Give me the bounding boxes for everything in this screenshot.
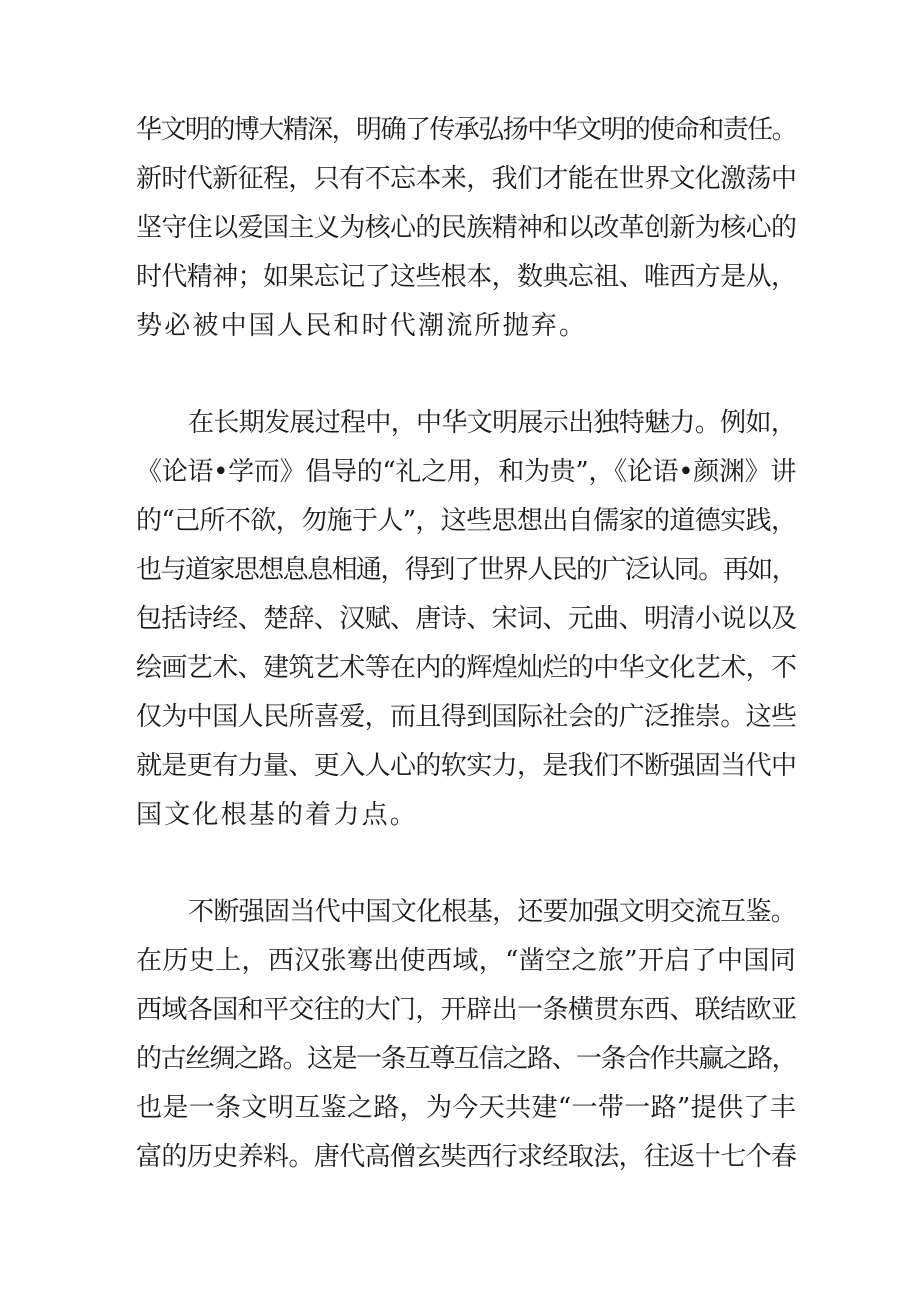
text-line: 的“己所不欲，勿施于人”，这些思想出自儒家的道德实践， bbox=[136, 506, 797, 536]
text-line: 就是更有力量、更入人心的软实力，是我们不断强固当代中 bbox=[136, 751, 797, 781]
text-line: 不断强固当代中国文化根基，还要加强文明交流互鉴。 bbox=[188, 897, 796, 927]
text-line: 坚守住以爱国主义为核心的民族精神和以改革创新为核心的 bbox=[136, 213, 797, 243]
text-line: 在历史上，西汉张骞出使西域，“凿空之旅”开启了中国同 bbox=[136, 946, 796, 976]
text-line: 仅为中国人民所喜爱，而且得到国际社会的广泛推崇。这些 bbox=[136, 702, 797, 732]
text-line: 的古丝绸之路。这是一条互尊互信之路、一条合作共赢之路， bbox=[136, 1044, 796, 1074]
text-line: 包括诗经、楚辞、汉赋、唐诗、宋词、元曲、明清小说以及 bbox=[136, 604, 797, 634]
text-line: 西域各国和平交往的大门，开辟出一条横贯东西、联结欧亚 bbox=[136, 995, 797, 1025]
text-line: 也是一条文明互鉴之路，为今天共建“一带一路”提供了丰 bbox=[136, 1093, 796, 1123]
text-line: 新时代新征程，只有不忘本来，我们才能在世界文化激荡中 bbox=[136, 164, 797, 194]
text-line: 富的历史养料。唐代高僧玄奘西行求经取法，往返十七个春 bbox=[136, 1142, 797, 1172]
text-line: 《论语•学而》倡导的“礼之用，和为贵”，《论语•颜渊》讲 bbox=[136, 457, 796, 487]
text-line: 时代精神；如果忘记了这些根本，数典忘祖、唯西方是从， bbox=[136, 262, 797, 292]
text-line: 国文化根基的着力点。 bbox=[136, 800, 419, 830]
text-line: 华文明的博大精深，明确了传承弘扬中华文明的使命和责任。 bbox=[136, 115, 796, 145]
text-line: 在长期发展过程中，中华文明展示出独特魅力。例如， bbox=[188, 408, 796, 438]
text-line: 绘画艺术、建筑艺术等在内的辉煌灿烂的中华文化艺术，不 bbox=[136, 653, 797, 683]
text-line: 也与道家思想息息相通，得到了世界人民的广泛认同。再如， bbox=[136, 555, 796, 585]
text-line: 势必被中国人民和时代潮流所抛弃。 bbox=[136, 311, 588, 341]
